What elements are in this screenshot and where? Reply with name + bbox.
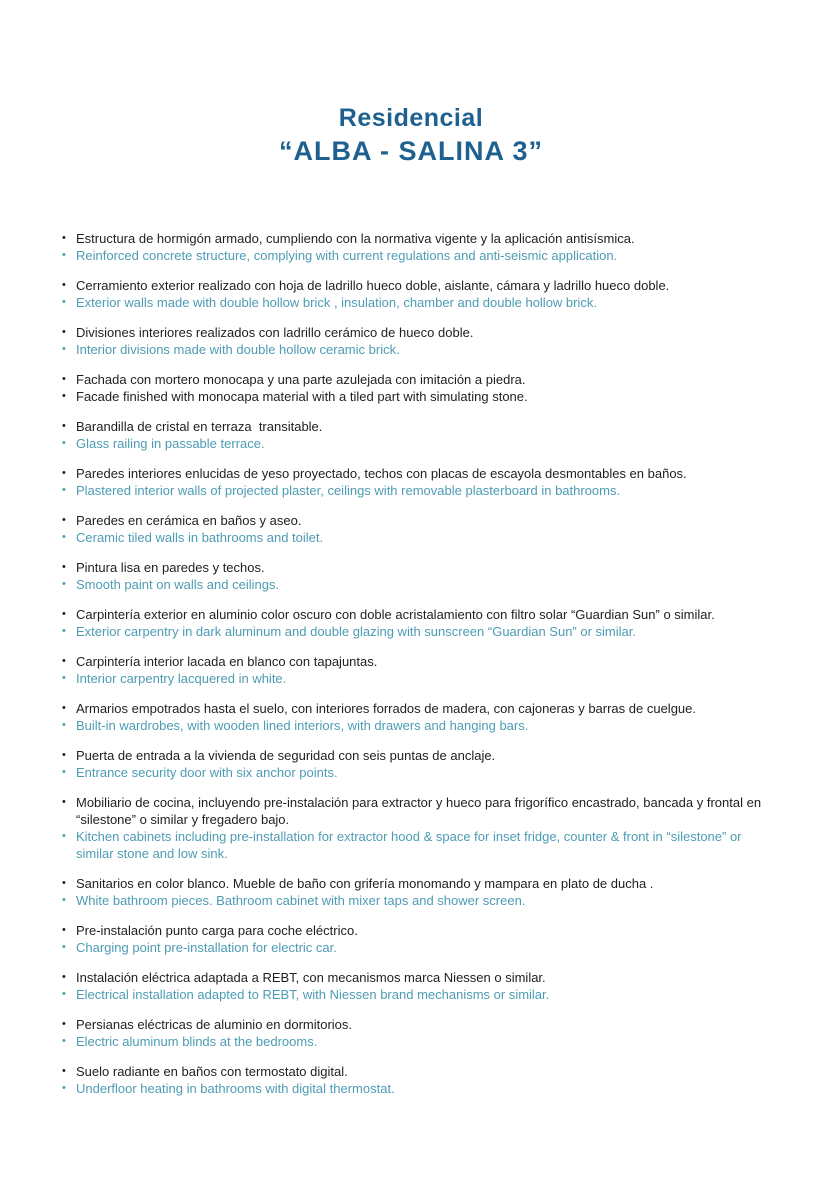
- spec-english-line-text: Built-in wardrobes, with wooden lined interiors, with drawers and hanging bars.: [76, 718, 529, 733]
- spec-english-line: [62, 828, 762, 862]
- spec-spanish-line-text: Mobiliario de cocina, incluyendo pre-instalación para extractor y hueco para frigorífico encastrado, bancada y frontal en “silestone” o similar y fregadero bajo.: [76, 795, 765, 827]
- bullet-icon: •: [62, 373, 66, 385]
- bullet-icon: •: [62, 1065, 66, 1077]
- spec-english-line: [62, 388, 762, 405]
- spec-spanish-line-text: Estructura de hormigón armado, cumpliendo con la normativa vigente y la aplicación antisísmica.: [76, 231, 635, 246]
- spec-spanish-line-text: Instalación eléctrica adaptada a REBT, con mecanismos marca Niessen o similar.: [76, 970, 546, 985]
- bullet-icon: •: [62, 1018, 66, 1030]
- spec-english-line-text: Plastered interior walls of projected plaster, ceilings with removable plasterboard in bathrooms.: [76, 483, 621, 498]
- spec-english-line-text: Reinforced concrete structure, complying with current regulations and anti-seismic application.: [76, 248, 618, 263]
- bullet-icon: •: [62, 702, 66, 714]
- spec-item: [62, 606, 762, 640]
- bullet-icon: •: [62, 420, 66, 432]
- spec-spanish-line: [62, 559, 762, 576]
- bullet-icon: •: [62, 578, 66, 590]
- spec-spanish-line-text: Armarios empotrados hasta el suelo, con interiores forrados de madera, con cajoneras y barras de cuelgue.: [76, 701, 696, 716]
- spec-item: [62, 875, 762, 909]
- spec-spanish-line: [62, 465, 762, 482]
- spec-english-line-text: Smooth paint on walls and ceilings.: [76, 577, 280, 592]
- spec-english-line-text: Ceramic tiled walls in bathrooms and toilet.: [76, 530, 324, 545]
- bullet-icon: •: [62, 249, 66, 261]
- spec-item: [62, 794, 765, 862]
- bullet-icon: •: [62, 561, 66, 573]
- spec-item: [62, 1063, 762, 1097]
- document-header: [0, 0, 822, 168]
- bullet-icon: •: [62, 514, 66, 526]
- spec-spanish-line: [62, 700, 762, 717]
- spec-spanish-line: [62, 1016, 762, 1033]
- spec-english-line-text: Facade finished with monocapa material with a tiled part with simulating stone.: [76, 389, 528, 404]
- spec-english-line: [62, 1033, 762, 1050]
- bullet-icon: •: [62, 894, 66, 906]
- spec-spanish-line-text: Paredes interiores enlucidas de yeso proyectado, techos con placas de escayola desmontables en baños.: [76, 466, 687, 481]
- spec-spanish-line-text: Suelo radiante en baños con termostato digital.: [76, 1064, 348, 1079]
- spec-english-line: [62, 939, 762, 956]
- spec-item: [62, 418, 762, 452]
- spec-spanish-line: [62, 371, 762, 388]
- bullet-icon: •: [62, 719, 66, 731]
- spec-spanish-line: [62, 922, 762, 939]
- spec-item: [62, 371, 762, 405]
- title-line-2: “ALBA - SALINA 3”: [279, 136, 543, 166]
- spec-item: [62, 969, 762, 1003]
- spec-spanish-line-text: Sanitarios en color blanco. Mueble de baño con grifería monomando y mampara en plato de ducha .: [76, 876, 654, 891]
- spec-spanish-line: [62, 875, 762, 892]
- spec-spanish-line-text: Pre-instalación punto carga para coche eléctrico.: [76, 923, 358, 938]
- spec-english-line-text: Kitchen cabinets including pre-installation for extractor hood & space for inset fridge, counter & front in “silestone” or similar stone and low sink.: [76, 829, 746, 861]
- bullet-icon: •: [62, 279, 66, 291]
- spec-english-line-text: Exterior walls made with double hollow brick , insulation, chamber and double hollow brick.: [76, 295, 597, 310]
- spec-english-line: [62, 482, 762, 499]
- spec-item: [62, 747, 762, 781]
- bullet-icon: •: [62, 796, 66, 808]
- bullet-icon: •: [62, 467, 66, 479]
- spec-english-line-text: Electrical installation adapted to REBT, with Niessen brand mechanisms or similar.: [76, 987, 550, 1002]
- spec-item: [62, 559, 762, 593]
- spec-english-line-text: Interior carpentry lacquered in white.: [76, 671, 287, 686]
- spec-item: [62, 277, 762, 311]
- spec-english-line-text: Entrance security door with six anchor points.: [76, 765, 338, 780]
- bullet-icon: •: [62, 971, 66, 983]
- bullet-icon: •: [62, 1082, 66, 1094]
- spec-spanish-line-text: Persianas eléctricas de aluminio en dormitorios.: [76, 1017, 353, 1032]
- spec-english-line-text: Charging point pre-installation for electric car.: [76, 940, 337, 955]
- spec-english-line: [62, 294, 762, 311]
- spec-english-line: [62, 1080, 762, 1097]
- spec-spanish-line: [62, 512, 762, 529]
- bullet-icon: •: [62, 232, 66, 244]
- spec-item: [62, 1016, 762, 1050]
- bullet-icon: •: [62, 830, 66, 842]
- spec-english-line-text: Electric aluminum blinds at the bedrooms.: [76, 1034, 318, 1049]
- bullet-icon: •: [62, 924, 66, 936]
- spec-spanish-line: [62, 969, 762, 986]
- spec-spanish-line-text: Cerramiento exterior realizado con hoja de ladrillo hueco doble, aislante, cámara y ladrillo hueco doble.: [76, 278, 670, 293]
- spec-list: [62, 230, 765, 1097]
- spec-spanish-line-text: Pintura lisa en paredes y techos.: [76, 560, 265, 575]
- spec-english-line: [62, 764, 762, 781]
- spec-english-line: [62, 717, 762, 734]
- bullet-icon: •: [62, 988, 66, 1000]
- spec-english-line: [62, 341, 762, 358]
- spec-english-line-text: Underfloor heating in bathrooms with digital thermostat.: [76, 1081, 395, 1096]
- spec-spanish-line-text: Fachada con mortero monocapa y una parte azulejada con imitación a piedra.: [76, 372, 526, 387]
- spec-spanish-line-text: Divisiones interiores realizados con ladrillo cerámico de hueco doble.: [76, 325, 474, 340]
- spec-english-line-text: Glass railing in passable terrace.: [76, 436, 265, 451]
- spec-spanish-line: [62, 747, 762, 764]
- bullet-icon: •: [62, 608, 66, 620]
- spec-item: [62, 700, 762, 734]
- spec-item: [62, 922, 762, 956]
- bullet-icon: •: [62, 437, 66, 449]
- spec-spanish-line-text: Paredes en cerámica en baños y aseo.: [76, 513, 302, 528]
- spec-spanish-line-text: Barandilla de cristal en terraza transitable.: [76, 419, 323, 434]
- spec-item: [62, 230, 762, 264]
- spec-spanish-line-text: Carpintería exterior en aluminio color oscuro con doble acristalamiento con filtro solar “Guardian Sun” o similar.: [76, 607, 715, 622]
- spec-english-line: [62, 529, 762, 546]
- spec-item: [62, 465, 762, 499]
- spec-english-line-text: White bathroom pieces. Bathroom cabinet with mixer taps and shower screen.: [76, 893, 526, 908]
- bullet-icon: •: [62, 296, 66, 308]
- spec-spanish-line: [62, 230, 762, 247]
- spec-english-line: [62, 670, 762, 687]
- bullet-icon: •: [62, 326, 66, 338]
- spec-spanish-line: [62, 606, 762, 623]
- spec-english-line: [62, 435, 762, 452]
- spec-spanish-line: [62, 653, 762, 670]
- bullet-icon: •: [62, 343, 66, 355]
- bullet-icon: •: [62, 655, 66, 667]
- spec-spanish-line-text: Carpintería interior lacada en blanco con tapajuntas.: [76, 654, 378, 669]
- spec-spanish-line: [62, 1063, 762, 1080]
- bullet-icon: •: [62, 672, 66, 684]
- spec-english-line-text: Interior divisions made with double hollow ceramic brick.: [76, 342, 400, 357]
- bullet-icon: •: [62, 1035, 66, 1047]
- title-line-1: Residencial: [338, 104, 484, 132]
- bullet-icon: •: [62, 941, 66, 953]
- bullet-icon: •: [62, 877, 66, 889]
- spec-item: [62, 512, 762, 546]
- bullet-icon: •: [62, 484, 66, 496]
- spec-spanish-line-text: Puerta de entrada a la vivienda de seguridad con seis puntas de anclaje.: [76, 748, 496, 763]
- spec-spanish-line: [62, 794, 765, 828]
- spec-spanish-line: [62, 418, 762, 435]
- bullet-icon: •: [62, 390, 66, 402]
- spec-english-line: [62, 623, 762, 640]
- bullet-icon: •: [62, 531, 66, 543]
- spec-item: [62, 653, 762, 687]
- spec-item: [62, 324, 762, 358]
- spec-spanish-line: [62, 277, 762, 294]
- spec-english-line: [62, 247, 762, 264]
- bullet-icon: •: [62, 766, 66, 778]
- spec-english-line: [62, 986, 762, 1003]
- spec-english-line: [62, 892, 762, 909]
- spec-spanish-line: [62, 324, 762, 341]
- spec-english-line: [62, 576, 762, 593]
- bullet-icon: •: [62, 625, 66, 637]
- spec-english-line-text: Exterior carpentry in dark aluminum and double glazing with sunscreen “Guardian Sun” or similar.: [76, 624, 636, 639]
- bullet-icon: •: [62, 749, 66, 761]
